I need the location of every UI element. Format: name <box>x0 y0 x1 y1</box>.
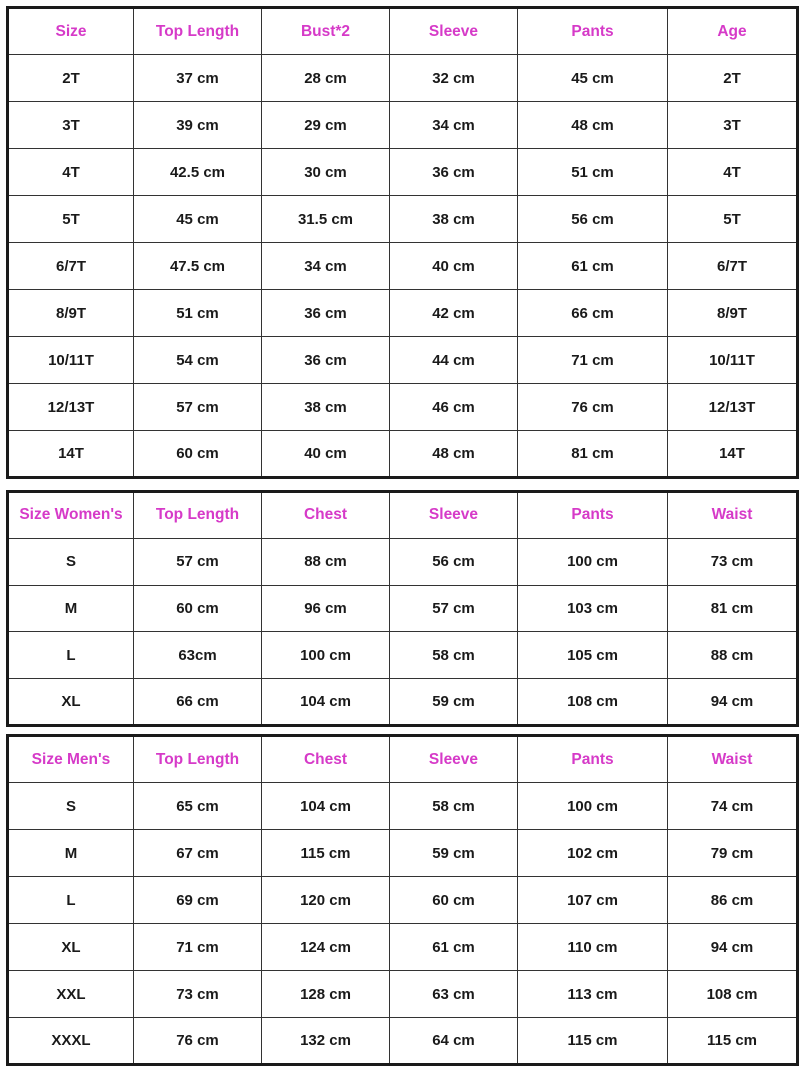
table-row <box>8 538 798 585</box>
measurement-cell: 76 cm <box>134 1018 262 1065</box>
table-row <box>8 783 798 830</box>
measurement-cell: 110 cm <box>518 924 668 971</box>
kids-size-table <box>6 6 799 479</box>
mens-size-table <box>6 734 799 1066</box>
measurement-cell: 40 cm <box>262 431 390 478</box>
table-row <box>8 924 798 971</box>
measurement-cell: 3T <box>668 102 798 149</box>
measurement-cell: 36 cm <box>262 290 390 337</box>
measurement-cell: 61 cm <box>390 924 518 971</box>
measurement-cell: 6/7T <box>668 243 798 290</box>
column-header: Waist <box>668 736 798 783</box>
size-cell: 6/7T <box>8 243 134 290</box>
table-row <box>8 431 798 478</box>
measurement-cell: 34 cm <box>262 243 390 290</box>
measurement-cell: 12/13T <box>668 384 798 431</box>
column-header: Sleeve <box>390 492 518 539</box>
measurement-cell: 38 cm <box>390 196 518 243</box>
size-cell: 14T <box>8 431 134 478</box>
measurement-cell: 59 cm <box>390 679 518 726</box>
measurement-cell: 5T <box>668 196 798 243</box>
table-row <box>8 877 798 924</box>
measurement-cell: 37 cm <box>134 55 262 102</box>
measurement-cell: 71 cm <box>518 337 668 384</box>
size-cell: XL <box>8 679 134 726</box>
measurement-cell: 45 cm <box>518 55 668 102</box>
measurement-cell: 79 cm <box>668 830 798 877</box>
size-cell: 8/9T <box>8 290 134 337</box>
measurement-cell: 104 cm <box>262 679 390 726</box>
measurement-cell: 104 cm <box>262 783 390 830</box>
measurement-cell: 10/11T <box>668 337 798 384</box>
column-header: Chest <box>262 736 390 783</box>
measurement-cell: 96 cm <box>262 585 390 632</box>
table-row <box>8 149 798 196</box>
measurement-cell: 34 cm <box>390 102 518 149</box>
measurement-cell: 115 cm <box>668 1018 798 1065</box>
measurement-cell: 113 cm <box>518 971 668 1018</box>
measurement-cell: 94 cm <box>668 679 798 726</box>
size-cell: M <box>8 830 134 877</box>
measurement-cell: 60 cm <box>134 585 262 632</box>
size-cell: 3T <box>8 102 134 149</box>
measurement-cell: 86 cm <box>668 877 798 924</box>
measurement-cell: 81 cm <box>518 431 668 478</box>
measurement-cell: 61 cm <box>518 243 668 290</box>
column-header: Pants <box>518 8 668 55</box>
table-row <box>8 1018 798 1065</box>
measurement-cell: 69 cm <box>134 877 262 924</box>
measurement-cell: 124 cm <box>262 924 390 971</box>
measurement-cell: 28 cm <box>262 55 390 102</box>
measurement-cell: 42 cm <box>390 290 518 337</box>
measurement-cell: 108 cm <box>518 679 668 726</box>
measurement-cell: 88 cm <box>262 538 390 585</box>
size-cell: S <box>8 538 134 585</box>
table-row <box>8 290 798 337</box>
table-header-row <box>8 736 798 783</box>
measurement-cell: 48 cm <box>390 431 518 478</box>
measurement-cell: 36 cm <box>262 337 390 384</box>
measurement-cell: 100 cm <box>518 538 668 585</box>
column-header: Top Length <box>134 736 262 783</box>
column-header: Waist <box>668 492 798 539</box>
mens-size-table-body <box>8 736 798 1065</box>
measurement-cell: 51 cm <box>518 149 668 196</box>
measurement-cell: 48 cm <box>518 102 668 149</box>
measurement-cell: 73 cm <box>134 971 262 1018</box>
measurement-cell: 56 cm <box>518 196 668 243</box>
measurement-cell: 31.5 cm <box>262 196 390 243</box>
womens-size-table <box>6 490 799 727</box>
measurement-cell: 32 cm <box>390 55 518 102</box>
kids-size-table-body <box>8 8 798 478</box>
measurement-cell: 51 cm <box>134 290 262 337</box>
measurement-cell: 115 cm <box>262 830 390 877</box>
table-row <box>8 102 798 149</box>
measurement-cell: 29 cm <box>262 102 390 149</box>
measurement-cell: 66 cm <box>518 290 668 337</box>
table-row <box>8 971 798 1018</box>
table-row <box>8 55 798 102</box>
measurement-cell: 64 cm <box>390 1018 518 1065</box>
measurement-cell: 8/9T <box>668 290 798 337</box>
measurement-cell: 14T <box>668 431 798 478</box>
measurement-cell: 107 cm <box>518 877 668 924</box>
measurement-cell: 36 cm <box>390 149 518 196</box>
measurement-cell: 44 cm <box>390 337 518 384</box>
table-header-row <box>8 492 798 539</box>
column-header: Size <box>8 8 134 55</box>
measurement-cell: 4T <box>668 149 798 196</box>
measurement-cell: 54 cm <box>134 337 262 384</box>
table-row <box>8 830 798 877</box>
measurement-cell: 39 cm <box>134 102 262 149</box>
measurement-cell: 57 cm <box>134 538 262 585</box>
column-header: Top Length <box>134 8 262 55</box>
measurement-cell: 56 cm <box>390 538 518 585</box>
size-cell: L <box>8 632 134 679</box>
measurement-cell: 108 cm <box>668 971 798 1018</box>
measurement-cell: 42.5 cm <box>134 149 262 196</box>
column-header: Top Length <box>134 492 262 539</box>
measurement-cell: 100 cm <box>518 783 668 830</box>
measurement-cell: 73 cm <box>668 538 798 585</box>
measurement-cell: 57 cm <box>390 585 518 632</box>
size-cell: L <box>8 877 134 924</box>
measurement-cell: 60 cm <box>390 877 518 924</box>
measurement-cell: 30 cm <box>262 149 390 196</box>
column-header: Sleeve <box>390 736 518 783</box>
size-cell: 2T <box>8 55 134 102</box>
measurement-cell: 74 cm <box>668 783 798 830</box>
measurement-cell: 40 cm <box>390 243 518 290</box>
table-row <box>8 196 798 243</box>
measurement-cell: 2T <box>668 55 798 102</box>
size-cell: 4T <box>8 149 134 196</box>
measurement-cell: 88 cm <box>668 632 798 679</box>
measurement-cell: 46 cm <box>390 384 518 431</box>
column-header: Pants <box>518 492 668 539</box>
measurement-cell: 103 cm <box>518 585 668 632</box>
womens-size-table-body <box>8 492 798 726</box>
measurement-cell: 105 cm <box>518 632 668 679</box>
table-row <box>8 632 798 679</box>
column-header: Sleeve <box>390 8 518 55</box>
table-row <box>8 243 798 290</box>
measurement-cell: 60 cm <box>134 431 262 478</box>
measurement-cell: 81 cm <box>668 585 798 632</box>
measurement-cell: 67 cm <box>134 830 262 877</box>
size-cell: 12/13T <box>8 384 134 431</box>
measurement-cell: 115 cm <box>518 1018 668 1065</box>
measurement-cell: 102 cm <box>518 830 668 877</box>
measurement-cell: 94 cm <box>668 924 798 971</box>
column-header: Size Men's <box>8 736 134 783</box>
size-cell: 10/11T <box>8 337 134 384</box>
measurement-cell: 100 cm <box>262 632 390 679</box>
size-cell: 5T <box>8 196 134 243</box>
measurement-cell: 63cm <box>134 632 262 679</box>
column-header: Age <box>668 8 798 55</box>
table-row <box>8 585 798 632</box>
measurement-cell: 63 cm <box>390 971 518 1018</box>
column-header: Pants <box>518 736 668 783</box>
measurement-cell: 65 cm <box>134 783 262 830</box>
size-cell: XL <box>8 924 134 971</box>
measurement-cell: 58 cm <box>390 632 518 679</box>
size-cell: S <box>8 783 134 830</box>
measurement-cell: 128 cm <box>262 971 390 1018</box>
measurement-cell: 47.5 cm <box>134 243 262 290</box>
size-cell: M <box>8 585 134 632</box>
measurement-cell: 76 cm <box>518 384 668 431</box>
measurement-cell: 45 cm <box>134 196 262 243</box>
column-header: Bust*2 <box>262 8 390 55</box>
size-cell: XXL <box>8 971 134 1018</box>
table-row <box>8 337 798 384</box>
size-cell: XXXL <box>8 1018 134 1065</box>
measurement-cell: 66 cm <box>134 679 262 726</box>
measurement-cell: 120 cm <box>262 877 390 924</box>
measurement-cell: 59 cm <box>390 830 518 877</box>
table-header-row <box>8 8 798 55</box>
measurement-cell: 58 cm <box>390 783 518 830</box>
measurement-cell: 132 cm <box>262 1018 390 1065</box>
table-row <box>8 679 798 726</box>
table-row <box>8 384 798 431</box>
measurement-cell: 57 cm <box>134 384 262 431</box>
column-header: Size Women's <box>8 492 134 539</box>
measurement-cell: 71 cm <box>134 924 262 971</box>
column-header: Chest <box>262 492 390 539</box>
measurement-cell: 38 cm <box>262 384 390 431</box>
